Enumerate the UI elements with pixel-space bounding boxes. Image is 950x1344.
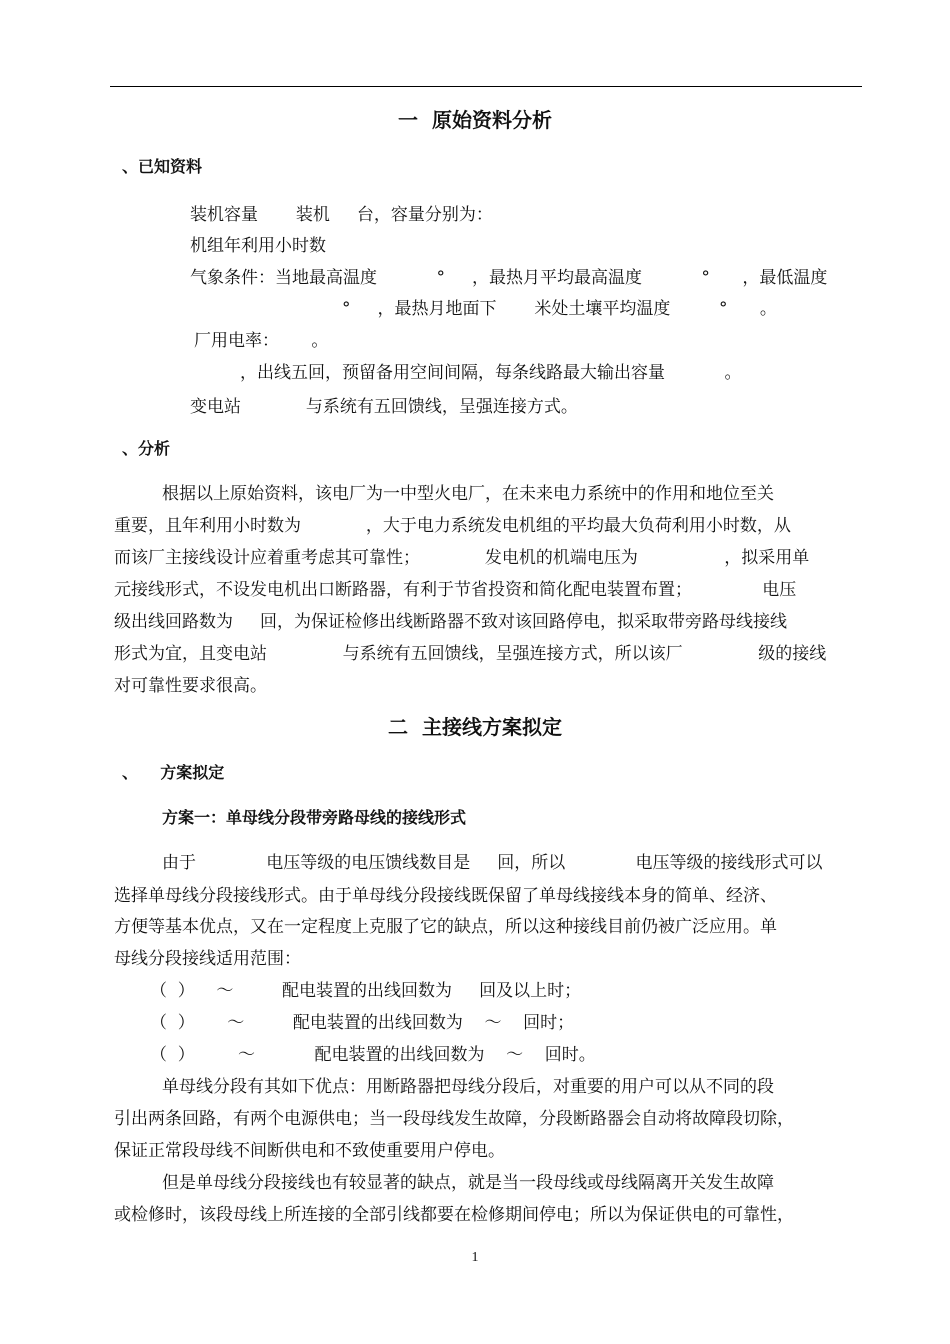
page-number: 1 xyxy=(471,1250,479,1265)
scheme-1-line: 但是单母线分段接线也有较显著的缺点，就是当一段母线或母线隔离开关发生故障 xyxy=(162,1173,774,1193)
known-data-line: ，出线五回，预留备用空间间隔，每条线路最大输出容量 。 xyxy=(240,363,742,383)
known-data-line: 厂用电率： 。 xyxy=(194,331,329,351)
scheme-1-line: 或检修时，该段母线上所连接的全部引线都要在检修期间停电；所以为保证供电的可靠性， xyxy=(114,1205,794,1225)
scope-item: （ ） ～ 配电装置的出线回数为 回及以上时； xyxy=(150,981,582,1001)
scheme-1-line: 保证正常段母线不间断供电和不致使重要用户停电。 xyxy=(114,1141,505,1161)
section-1-title: 一 原始资料分析 xyxy=(398,108,552,132)
scheme-1-line: 母线分段接线适用范围： xyxy=(114,949,301,969)
scheme-1-line: 单母线分段有其如下优点：用断路器把母线分段后，对重要的用户可以从不同的段 xyxy=(162,1077,774,1097)
subsection-scheme-heading: 、 方案拟定 xyxy=(122,763,225,782)
known-data-line: 机组年利用小时数 xyxy=(190,236,326,256)
scheme-1-title: 方案一：单母线分段带旁路母线的接线形式 xyxy=(162,808,467,827)
analysis-line: 元接线形式，不设发电机出口断路器，有利于节省投资和简化配电装置布置； 电压 xyxy=(114,580,797,600)
known-data-line: 装机容量 装机 台，容量分别为： xyxy=(190,205,493,225)
analysis-line: 形式为宜，且变电站 与系统有五回馈线，呈强连接方式，所以该厂 级的接线 xyxy=(114,644,827,664)
analysis-line: 对可靠性要求很高。 xyxy=(114,676,267,696)
scheme-1-line: 选择单母线分段接线形式。由于单母线分段接线既保留了单母线接线本身的简单、经济、 xyxy=(114,886,777,906)
analysis-line: 重要，且年利用小时数为 ，大于电力系统发电机组的平均最大负荷利用小时数，从 xyxy=(114,516,791,536)
section-2-title: 二 主接线方案拟定 xyxy=(388,715,562,739)
analysis-line: 根据以上原始资料，该电厂为一中型火电厂，在未来电力系统中的作用和地位至关 xyxy=(162,484,774,504)
scheme-1-line: 方便等基本优点，又在一定程度上克服了它的缺点，所以这种接线目前仍被广泛应用。单 xyxy=(114,917,777,937)
header-rule xyxy=(110,86,862,87)
analysis-line: 而该厂主接线设计应着重考虑其可靠性； 发电机的机端电压为 ，拟采用单 xyxy=(114,548,810,568)
known-data-line: 变电站 与系统有五回馈线，呈强连接方式。 xyxy=(190,397,578,417)
analysis-line: 级出线回路数为 回，为保证检修出线断路器不致对该回路停电，拟采取带旁路母线接线 xyxy=(114,612,788,632)
subsection-known-data-heading: 、已知资料 xyxy=(122,157,203,176)
scope-item: （ ） ～ 配电装置的出线回数为 ～ 回时。 xyxy=(150,1045,596,1065)
known-data-line: 气象条件：当地最高温度 ° ，最热月平均最高温度 ° ，最低温度 xyxy=(190,268,828,288)
scheme-1-line: 引出两条回路，有两个电源供电；当一段母线发生故障，分段断路器会自动将故障段切除， xyxy=(114,1109,794,1129)
scheme-1-line: 由于 电压等级的电压馈线数目是 回，所以 电压等级的接线形式可以 xyxy=(162,853,823,873)
known-data-line: ° ，最热月地面下 米处土壤平均温度 ° 。 xyxy=(342,299,777,319)
subsection-analysis-heading: 、分析 xyxy=(122,439,171,458)
scope-item: （ ） ～ 配电装置的出线回数为 ～ 回时； xyxy=(150,1013,575,1033)
